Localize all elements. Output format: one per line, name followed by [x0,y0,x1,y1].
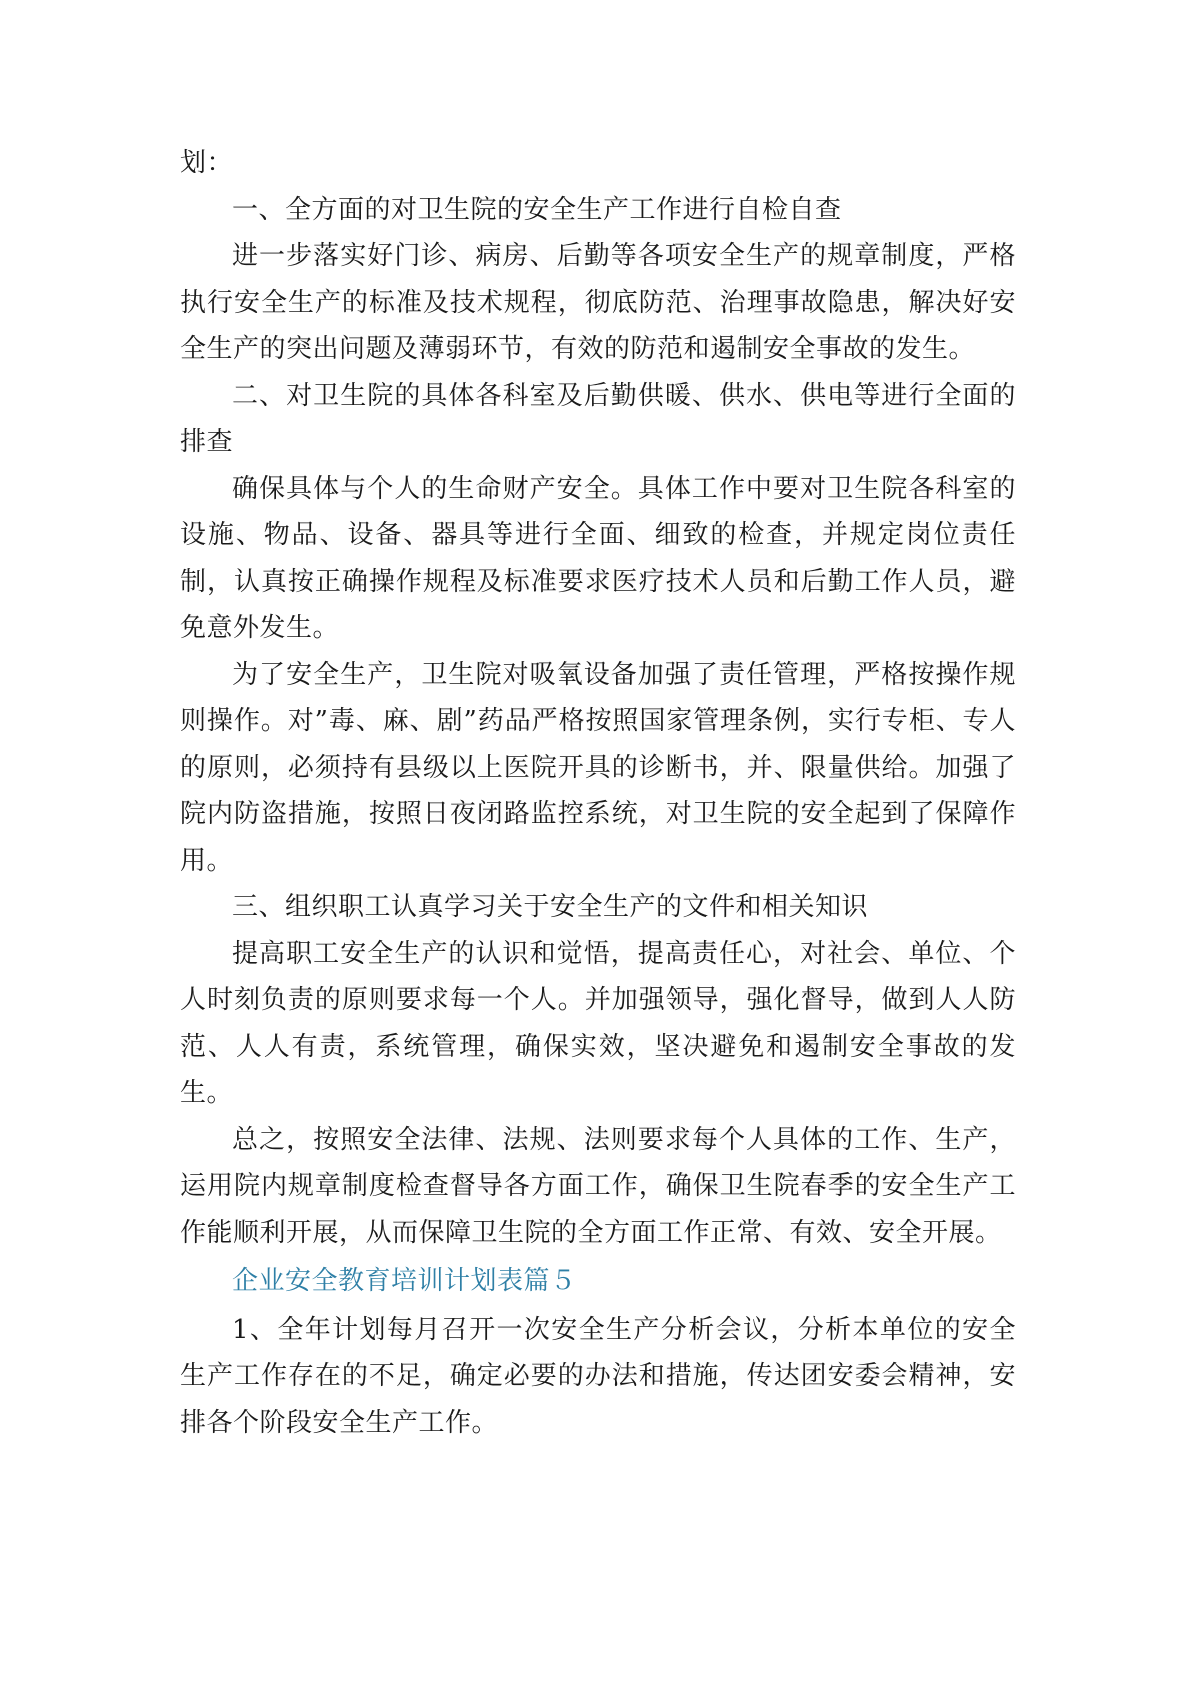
paragraph-continuation: 划： [180,148,234,178]
paragraph-safety-rules: 进一步落实好门诊、病房、后勤等各项安全生产的规章制度，严格执行安全生产的标准及技术规程，彻底防范、治理事故隐患，解决好安全生产的突出问题及薄弱环节，有效的防范和遏制安全事故的发生。 [180,241,1016,364]
article-title-part-5: 企业安全教育培训计划表篇５ [232,1266,577,1296]
paragraph-property-safety: 确保具体与个人的生命财产安全。具体工作中要对卫生院各科室的设施、物品、设备、器具等进行全面、细致的检查，并规定岗位责任制，认真按正确操作规程及标准要求医疗技术人员和后勤工作人员，避免意外发生。 [180,473,1016,643]
paragraph-annual-plan: 1、全年计划每月召开一次安全生产分析会议，分析本单位的安全生产工作存在的不足，确定必要的办法和措施，传达团安委会精神，安排各个阶段安全生产工作。 [180,1314,1016,1438]
paragraph-oxygen-equipment: 为了安全生产，卫生院对吸氧设备加强了责任管理，严格按操作规则操作。对”毒、麻、剧”药品严格按照国家管理条例，实行专柜、专人的原则，必须持有县级以上医院开具的诊断书，并、限量供给。加强了院内防盗措施，按照日夜闭路监控系统，对卫生院的安全起到了保障作用。 [180,659,1016,876]
document-page [180,140,1016,1446]
section-heading-department-inspection: 二、对卫生院的具体各科室及后勤供暖、供水、供电等进行全面的排查 [180,380,1016,457]
paragraph-staff-awareness: 提高职工安全生产的认识和觉悟，提高责任心，对社会、单位、个人时刻负责的原则要求每一个人。并加强领导，强化督导，做到人人防范、人人有责，系统管理，确保实效，坚决避免和遏制安全事故的发生。 [180,938,1016,1108]
paragraph-summary: 总之，按照安全法律、法规、法则要求每个人具体的工作、生产，运用院内规章制度检查督导各方面工作，确保卫生院春季的安全生产工作能顺利开展，从而保障卫生院的全方面工作正常、有效、安全开展。 [180,1124,1016,1248]
section-heading-staff-training: 三、组织职工认真学习关于安全生产的文件和相关知识 [232,892,869,922]
section-heading-self-inspection: 一、全方面的对卫生院的安全生产工作进行自检自查 [232,194,842,225]
